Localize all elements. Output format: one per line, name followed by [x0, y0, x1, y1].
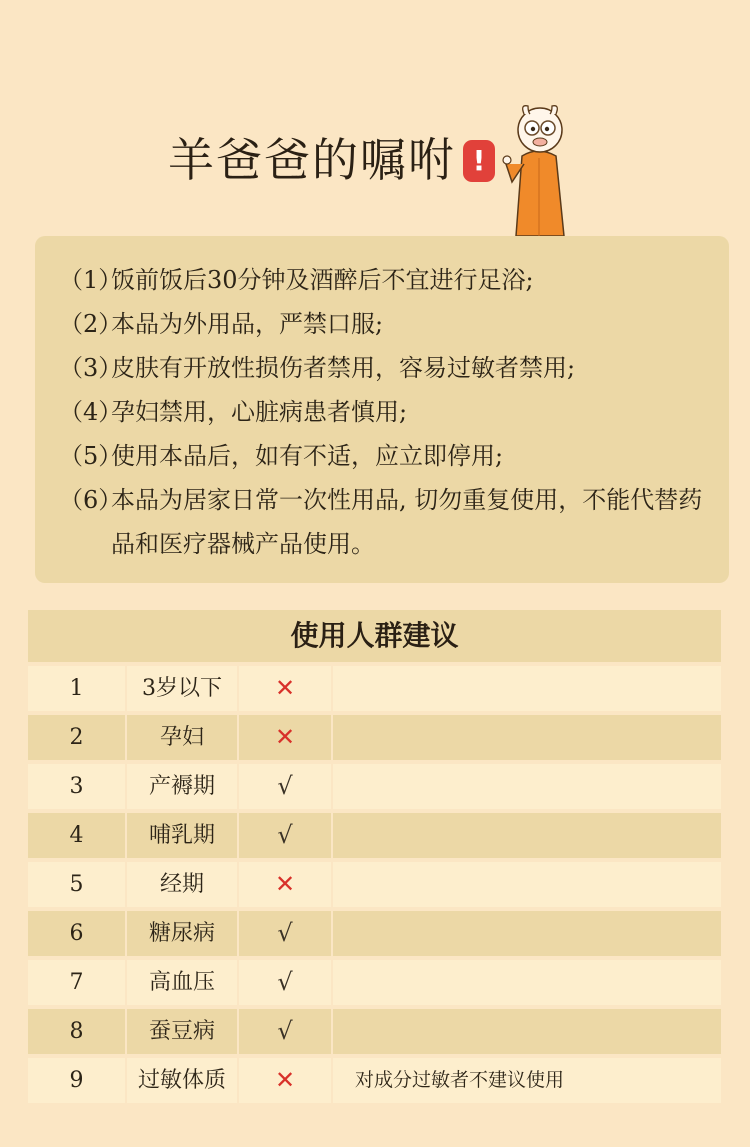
notice-text: 本品为居家日常一次性用品, 切勿重复使用，不能代替药品和医疗器械产品使用。	[111, 486, 703, 558]
notice-number: （4）	[59, 398, 123, 426]
note-text	[333, 775, 355, 797]
row-note	[333, 813, 721, 858]
row-number: 8	[28, 1009, 125, 1054]
group-name: 高血压	[127, 960, 237, 1005]
notice-text: 使用本品后，如有不适，应立即停用;	[111, 442, 504, 470]
page-title: 羊爸爸的嘱咐	[168, 133, 456, 187]
cross-icon: ✕	[239, 715, 331, 760]
row-number: 3	[28, 764, 125, 809]
table-row	[28, 1058, 721, 1103]
row-note	[333, 666, 721, 711]
notice-text: 本品为外用品，严禁口服;	[111, 310, 384, 338]
note-text	[333, 677, 355, 699]
row-number: 2	[28, 715, 125, 760]
note-text	[333, 824, 355, 846]
note-text	[333, 922, 355, 944]
notice-number: （6）	[59, 486, 123, 514]
row-note	[333, 1058, 721, 1103]
table-row	[28, 911, 721, 956]
row-note	[333, 715, 721, 760]
check-icon: √	[239, 813, 331, 858]
usage-group-table	[28, 610, 721, 1103]
table-row	[28, 813, 721, 858]
row-number: 7	[28, 960, 125, 1005]
cross-icon: ✕	[239, 862, 331, 907]
group-name: 过敏体质	[127, 1058, 237, 1103]
group-name: 孕妇	[127, 715, 237, 760]
notice-text: 饭前饭后30分钟及酒醉后不宜进行足浴;	[111, 266, 534, 294]
notice-text: 皮肤有开放性损伤者禁用，容易过敏者禁用;	[111, 354, 576, 382]
row-number: 9	[28, 1058, 125, 1103]
check-icon: √	[239, 911, 331, 956]
group-name: 3岁以下	[127, 666, 237, 711]
notice-number: （5）	[59, 442, 123, 470]
note-text	[333, 971, 355, 993]
row-note	[333, 911, 721, 956]
group-name: 经期	[127, 862, 237, 907]
row-note	[333, 862, 721, 907]
notice-panel	[35, 236, 729, 583]
group-name: 糖尿病	[127, 911, 237, 956]
exclamation-icon: !	[463, 140, 495, 182]
group-name: 蚕豆病	[127, 1009, 237, 1054]
table-row	[28, 960, 721, 1005]
table-row	[28, 862, 721, 907]
note-text: 对成分过敏者不建议使用	[355, 1069, 565, 1091]
note-text	[333, 1020, 355, 1042]
notice-number: （3）	[59, 354, 123, 382]
note-text	[333, 726, 355, 748]
table-row	[28, 666, 721, 711]
notice-number: （2）	[59, 310, 123, 338]
row-note	[333, 1009, 721, 1054]
note-text	[333, 873, 355, 895]
check-icon: √	[239, 764, 331, 809]
table-header: 使用人群建议	[28, 610, 721, 662]
group-name: 产褥期	[127, 764, 237, 809]
row-note	[333, 960, 721, 1005]
row-number: 5	[28, 862, 125, 907]
sheep-mascot-icon	[498, 98, 580, 238]
notice-text: 孕妇禁用，心脏病患者慎用;	[111, 398, 408, 426]
table-row	[28, 715, 721, 760]
row-number: 1	[28, 666, 125, 711]
cross-icon: ✕	[239, 1058, 331, 1103]
table-row	[28, 764, 721, 809]
row-number: 4	[28, 813, 125, 858]
table-row	[28, 1009, 721, 1054]
notice-number: （1）	[59, 266, 123, 294]
cross-icon: ✕	[239, 666, 331, 711]
check-icon: √	[239, 960, 331, 1005]
row-note	[333, 764, 721, 809]
group-name: 哺乳期	[127, 813, 237, 858]
row-number: 6	[28, 911, 125, 956]
check-icon: √	[239, 1009, 331, 1054]
title-section	[0, 128, 750, 198]
